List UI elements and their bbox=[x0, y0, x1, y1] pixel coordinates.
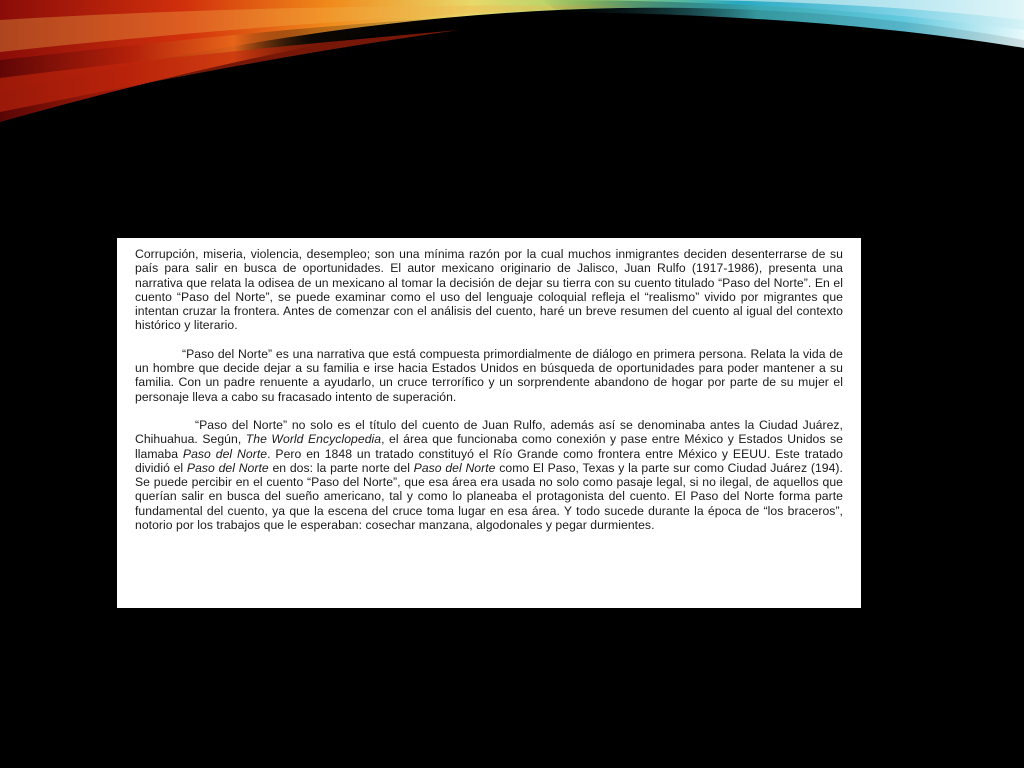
paragraph-3-text: , el área que funcionaba como conexión y pase entre México y Estados Unidos se llamaba bbox=[135, 432, 843, 461]
paragraph-3-text: en dos: la parte norte del bbox=[268, 460, 414, 475]
document-text-panel bbox=[117, 238, 861, 608]
paragraph-3 bbox=[135, 418, 843, 532]
italic-paso-del-norte: Paso del Norte bbox=[186, 460, 269, 475]
paragraph-2-text: “Paso del Norte” es una narrativa que está compuesta primordialmente de diálogo en primera persona. Relata la vida de un hombre que decide dejar a su familia e irse hacia Estados Unidos en búsqueda de oportunidades para poder mantener a su familia. Con un padre renuente a ayudarlo, un cruce terrorífico y un sorprendente abandono de hogar por parte de su mujer el personaje lleva a cabo su fracasado intento de superación. bbox=[135, 346, 843, 404]
paragraph-1 bbox=[135, 247, 843, 333]
italic-title-world-encyclopedia: The World Encyclopedia bbox=[245, 432, 382, 447]
paragraph-3-text: “Paso del Norte” no solo es el título del cuento de Juan Rulfo, además así se denominaba antes la Ciudad Juárez, Chihuahua. Según, bbox=[135, 417, 843, 447]
paragraph-1-text: Corrupción, miseria, violencia, desempleo; son una mínima razón por la cual muchos inmigrantes deciden desenterrarse de su país para salir en busca de oportunidades. El autor mexicano originario de Jalisco, Juan Rulfo (1917-1986), presenta una narrativa que relata la odisea de un mexicano al tomar la decisión de dejar su tierra con su cuento titulado “Paso del Norte”. En el cuento “Paso del Norte”, se puede examinar como el uso del lenguaje coloquial refleja el “realismo” vivido por migrantes que intentan cruzar la frontera. Antes de comenzar con el análisis del cuento, haré un breve resumen del cuento al igual del contexto histórico y literario. bbox=[135, 247, 843, 333]
paragraph-3-text: . Pero en 1848 un tratado constituyó el Río Grande como frontera entre México y EEUU. Este tratado dividió el bbox=[135, 446, 844, 475]
paragraph-2 bbox=[135, 347, 843, 404]
paragraph-3-text: como El Paso, Texas y la parte sur como Ciudad Juárez (194). Se puede percibir en el cuento “Paso del Norte”, que esa área era usada no solo como pasaje legal, si no ilegal, de aquellos que querían salir en busca del sueño americano, tal y como lo planeaba el protagonista del cuento. El Paso del Norte forma parte fundamental del cuento, ya que la escena del cruce toma lugar en esa área. Y todo sucede durante la época de “los braceros”, notorio por los trabajos que le esperaban: cosechar manzana, algodonales y pegar durmientes. bbox=[135, 460, 843, 533]
decorative-swoosh bbox=[0, 0, 1024, 130]
italic-paso-del-norte: Paso del Norte bbox=[182, 446, 268, 461]
italic-paso-del-norte: Paso del Norte bbox=[413, 460, 496, 475]
